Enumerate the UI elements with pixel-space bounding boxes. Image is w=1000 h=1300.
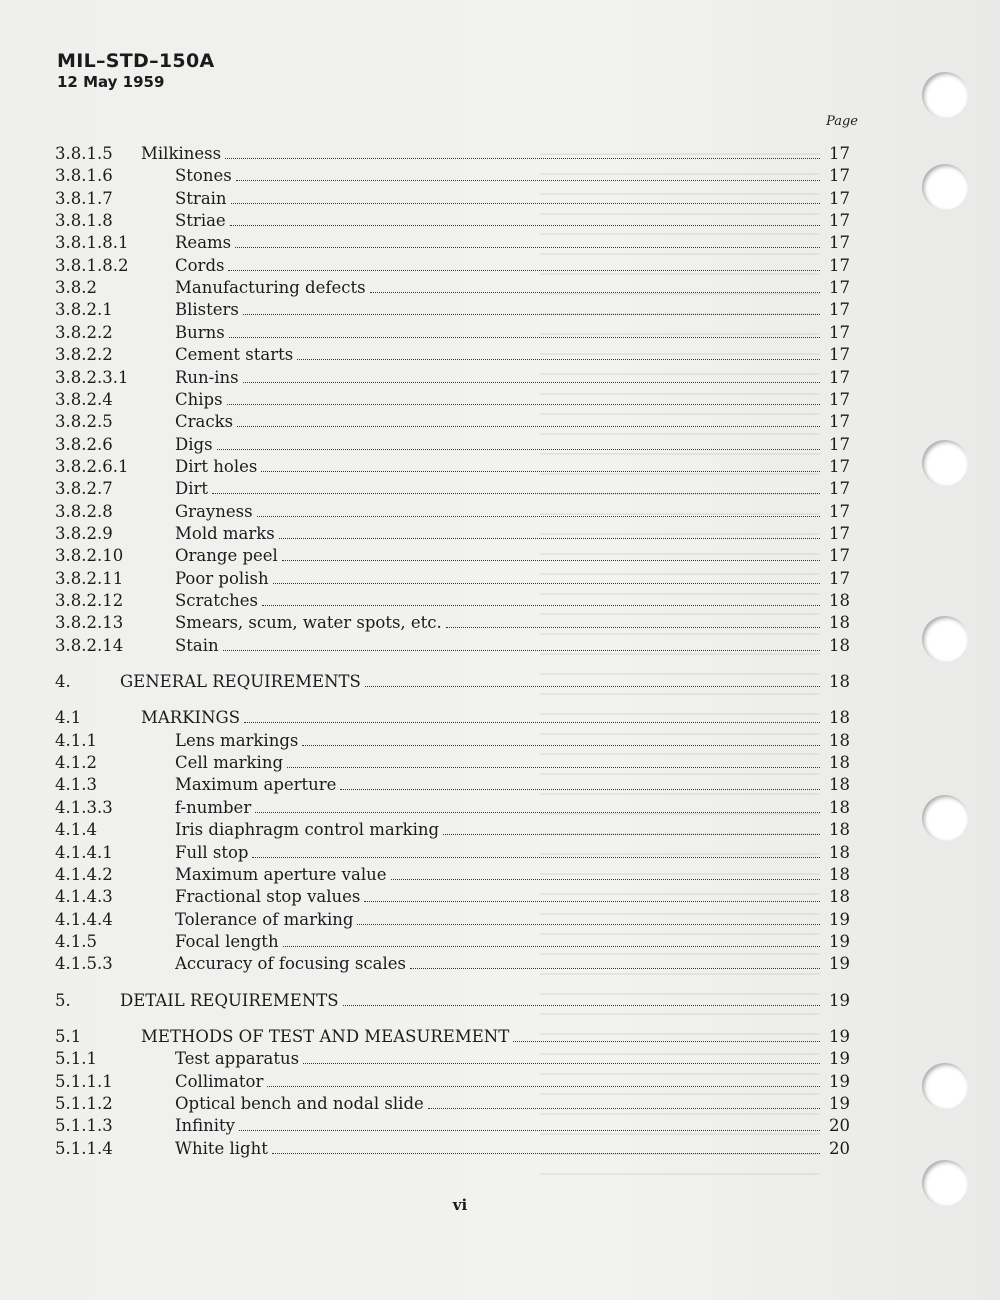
toc-entry [55, 256, 850, 278]
toc-entry-number: 4.1.4.2 [55, 864, 113, 884]
toc-entry-number: 3.8.2.10 [55, 546, 124, 566]
toc-entry [55, 368, 850, 390]
toc-entry-title: Manufacturing defects [175, 278, 366, 298]
toc-entry-number: 5.1.1.2 [55, 1094, 113, 1113]
toc-entry-title: White light [175, 1138, 268, 1158]
toc-entry [55, 1116, 850, 1138]
toc-entry [55, 954, 850, 976]
toc-entry-title: Stain [175, 635, 219, 655]
toc-entry-page: 18 [829, 797, 850, 817]
toc-entry-page: 17 [829, 568, 850, 588]
toc-entry [55, 991, 850, 1013]
dot-leader [279, 526, 820, 539]
toc-entry-number: 3.8.2.12 [55, 591, 124, 610]
toc-entry-number: 3.8.1.8.1 [55, 233, 129, 253]
toc-entry-title: METHODS OF TEST AND MEASUREMENT [141, 1026, 510, 1046]
toc-entry-number: 5.1.1 [55, 1049, 97, 1069]
dot-leader [229, 325, 820, 338]
dot-leader [255, 800, 820, 813]
toc-entry [55, 613, 850, 635]
toc-entry-number: 4.1.1 [55, 730, 97, 750]
toc-entry-number: 4.1.5 [55, 931, 97, 951]
toc-entry-page: 19 [829, 990, 850, 1010]
toc-entry-number: 3.8.2.11 [55, 568, 124, 588]
dot-leader [340, 777, 820, 790]
toc-entry-title: Collimator [175, 1071, 264, 1091]
toc-entry-title: MARKINGS [141, 708, 240, 728]
toc-entry-title: Grayness [175, 501, 253, 521]
toc-entry [55, 524, 850, 546]
toc-entry-title: Maximum aperture [175, 775, 337, 795]
toc-entry [55, 166, 850, 188]
toc-entry-page: 17 [829, 546, 850, 566]
toc-entry-page: 18 [829, 864, 850, 884]
toc-entry-number: 3.8.2.1 [55, 300, 113, 320]
toc-entry-title: Cement starts [175, 345, 294, 365]
toc-entry [55, 189, 850, 211]
toc-entry [55, 636, 850, 658]
toc-entry-title: f-number [175, 797, 252, 817]
dot-leader [370, 280, 820, 293]
toc-entry-title: Chips [175, 389, 223, 409]
toc-entry-number: 3.8.2 [55, 278, 97, 298]
toc-entry-number: 4.1.2 [55, 753, 97, 773]
toc-entry-number: 5.1.1.3 [55, 1116, 113, 1136]
toc-entry [55, 546, 850, 568]
toc-entry-number: 5.1.1.4 [55, 1138, 113, 1158]
toc-entry-title: Accuracy of focusing scales [175, 954, 406, 974]
toc-entry-page: 17 [829, 278, 850, 298]
toc-entry-number: 3.8.2.6 [55, 434, 113, 454]
toc-entry-title: DETAIL REQUIREMENTS [120, 990, 339, 1010]
toc-entry [55, 820, 850, 842]
toc-entry-number: 3.8.2.2 [55, 345, 113, 365]
dot-leader [343, 993, 820, 1006]
dot-leader [235, 235, 820, 248]
dot-leader [297, 347, 820, 360]
toc-entry-title: Optical bench and nodal slide [175, 1094, 424, 1113]
toc-entry [55, 233, 850, 255]
toc-entry-page: 18 [829, 708, 850, 728]
toc-entry-number: 3.8.1.7 [55, 188, 113, 208]
toc-entry-number: 4.1.4.3 [55, 887, 113, 907]
toc-entry-title: Cracks [175, 412, 234, 432]
toc-entry-page: 17 [829, 479, 850, 499]
toc-entry [55, 798, 850, 820]
toc-entry-page: 17 [829, 412, 850, 432]
toc-entry [55, 887, 850, 909]
dot-leader [428, 1096, 820, 1109]
toc-entry [55, 323, 850, 345]
dot-leader [228, 258, 820, 271]
toc-entry-page: 18 [829, 730, 850, 750]
toc-entry-page: 19 [829, 1026, 850, 1046]
toc-entry [55, 932, 850, 954]
toc-entry-page: 17 [829, 188, 850, 208]
toc-entry-number: 4.1 [55, 708, 82, 728]
toc-entry-page: 18 [829, 635, 850, 655]
toc-entry-number: 3.8.2.14 [55, 635, 124, 655]
dot-leader [391, 867, 820, 880]
toc-entry-title: Lens markings [175, 730, 299, 750]
toc-entry [55, 591, 850, 613]
toc-entry-page: 17 [829, 255, 850, 275]
toc-entry [55, 672, 850, 694]
toc-entry [55, 435, 850, 457]
toc-entry-title: Infinity [175, 1116, 236, 1136]
toc-entry-page: 17 [829, 456, 850, 476]
toc-entry-page: 18 [829, 591, 850, 610]
toc-entry-number: 3.8.2.3.1 [55, 367, 129, 387]
toc-entry-title: Mold marks [175, 523, 275, 543]
dot-leader [283, 934, 820, 947]
toc-entry [55, 412, 850, 434]
toc-entry-number: 4.1.3.3 [55, 797, 113, 817]
toc-entry-number: 3.8.2.13 [55, 613, 124, 633]
toc-entry-number: 3.8.1.5 [55, 144, 113, 163]
toc-entry [55, 479, 850, 501]
toc-entry-title: Focal length [175, 931, 279, 951]
toc-entry-title: Cell marking [175, 753, 284, 773]
toc-entry-page: 19 [829, 909, 850, 929]
dot-leader [273, 571, 820, 584]
toc-entry-number: 3.8.2.2 [55, 322, 113, 342]
toc-entry-page: 18 [829, 775, 850, 795]
toc-entry-title: Striae [175, 211, 226, 231]
dot-leader [239, 1118, 820, 1131]
toc-entry-page: 17 [829, 211, 850, 231]
page-folio: vi [452, 1196, 468, 1214]
toc-entry-number: 4.1.5.3 [55, 954, 113, 974]
toc-entry-page: 17 [829, 501, 850, 521]
toc-entry [55, 390, 850, 412]
toc-entry [55, 843, 850, 865]
toc-entry [55, 1027, 850, 1049]
dot-leader [303, 1051, 820, 1064]
dot-leader [287, 755, 820, 768]
toc-entry-number: 3.8.2.5 [55, 412, 113, 432]
dot-leader [223, 638, 820, 651]
toc-entry-page: 17 [829, 144, 850, 163]
toc-entry-page: 19 [829, 1094, 850, 1113]
toc-entry-title: Reams [175, 233, 232, 253]
toc-entry-title: Milkiness [141, 144, 222, 163]
toc-entry-page: 19 [829, 931, 850, 951]
toc-entry [55, 569, 850, 591]
toc-entry-page: 18 [829, 613, 850, 633]
dot-leader [231, 191, 820, 204]
toc-entry-title: Blisters [175, 300, 239, 320]
toc-entry-title: Strain [175, 188, 227, 208]
dot-leader [225, 146, 820, 159]
toc-entry-title: Orange peel [175, 546, 278, 566]
toc-entry-title: Test apparatus [175, 1049, 300, 1069]
toc-entry-title: Dirt holes [175, 456, 258, 476]
toc-entry [55, 1049, 850, 1071]
toc-entry [55, 865, 850, 887]
toc-entry-number: 3.8.2.8 [55, 501, 113, 521]
toc-entry [55, 910, 850, 932]
dot-leader [257, 504, 820, 517]
toc-entry-number: 3.8.2.4 [55, 389, 113, 409]
toc-entry-title: Stones [175, 166, 232, 186]
page-column-heading: Page [826, 114, 858, 129]
toc-entry-number: 5.1 [55, 1026, 82, 1046]
toc-entry-page: 17 [829, 345, 850, 365]
dot-leader [302, 733, 820, 746]
toc-entry-number: 4.1.4.4 [55, 909, 113, 929]
dot-leader [237, 414, 820, 427]
toc-entry-number: 4. [55, 672, 71, 692]
toc-entry-title: GENERAL REQUIREMENTS [120, 672, 361, 692]
toc-entry-page: 17 [829, 389, 850, 409]
toc-entry [55, 731, 850, 753]
toc-entry-title: Iris diaphragm control marking [175, 820, 440, 840]
dot-leader [252, 845, 820, 858]
toc-entry-number: 3.8.2.9 [55, 523, 113, 543]
document-id: MIL–STD–150A [57, 50, 215, 72]
dot-leader [230, 213, 820, 226]
dot-leader [243, 370, 820, 383]
dot-leader [446, 615, 820, 628]
toc-entry-page: 19 [829, 1049, 850, 1069]
toc-entry-page: 20 [829, 1116, 850, 1136]
toc-entry-number: 3.8.1.8.2 [55, 255, 129, 275]
toc-entry-title: Cords [175, 255, 225, 275]
toc-entry-number: 4.1.3 [55, 775, 97, 795]
toc-entry [55, 708, 850, 730]
dot-leader [227, 392, 820, 405]
toc-entry-number: 4.1.4.1 [55, 842, 113, 862]
toc-entry-number: 3.8.1.8 [55, 211, 113, 231]
toc-entry-title: Run-ins [175, 367, 239, 387]
dot-leader [364, 889, 820, 902]
toc-entry-page: 19 [829, 1071, 850, 1091]
toc-entry-page: 17 [829, 166, 850, 186]
toc-entry [55, 1094, 850, 1116]
toc-entry-page: 17 [829, 300, 850, 320]
dot-leader [513, 1029, 820, 1042]
toc-entry-number: 5.1.1.1 [55, 1071, 113, 1091]
dot-leader [244, 710, 820, 723]
toc-entry-title: Dirt [175, 479, 209, 499]
toc-entry-page: 18 [829, 820, 850, 840]
dot-leader [272, 1141, 820, 1154]
toc-entry-title: Maximum aperture value [175, 864, 387, 884]
toc-entry-page: 17 [829, 322, 850, 342]
dot-leader [236, 168, 820, 181]
toc-entry [55, 278, 850, 300]
dot-leader [212, 481, 820, 494]
toc-entry [55, 1072, 850, 1094]
toc-entry-number: 5. [55, 990, 71, 1010]
dot-leader [267, 1074, 820, 1087]
dot-leader [443, 822, 820, 835]
toc-entry-page: 18 [829, 672, 850, 692]
toc-entry-title: Tolerance of marking [175, 909, 354, 929]
toc-entry-page: 17 [829, 523, 850, 543]
toc-entry-title: Scratches [175, 591, 258, 610]
toc-entry-title: Fractional stop values [175, 887, 361, 907]
toc-entry-page: 17 [829, 367, 850, 387]
toc-entry-title: Smears, scum, water spots, etc. [175, 613, 442, 633]
toc-entry [55, 502, 850, 524]
toc-entry-page: 17 [829, 233, 850, 253]
toc-entry-number: 3.8.2.6.1 [55, 456, 129, 476]
dot-leader [282, 548, 820, 561]
toc-entry-page: 18 [829, 887, 850, 907]
dot-leader [261, 459, 820, 472]
toc-entry-page: 18 [829, 842, 850, 862]
toc-entry-number: 3.8.1.6 [55, 166, 113, 186]
toc-entry-title: Digs [175, 434, 213, 454]
dot-leader [357, 912, 820, 925]
document-date: 12 May 1959 [57, 73, 165, 91]
toc-entry [55, 775, 850, 797]
toc-entry-page: 18 [829, 753, 850, 773]
toc-entry [55, 144, 850, 166]
toc-entry-number: 3.8.2.7 [55, 479, 113, 499]
dot-leader [365, 674, 820, 687]
dot-leader [217, 437, 820, 450]
toc-entry [55, 753, 850, 775]
toc-entry [55, 345, 850, 367]
dot-leader [410, 956, 820, 969]
toc-entry [55, 300, 850, 322]
toc-entry-page: 17 [829, 434, 850, 454]
toc-entry-title: Full stop [175, 842, 249, 862]
toc-entry-title: Burns [175, 322, 225, 342]
toc-entry [55, 1139, 850, 1161]
toc-entry-title: Poor polish [175, 568, 269, 588]
dot-leader [243, 302, 820, 315]
toc-entry-page: 19 [829, 954, 850, 974]
dot-leader [262, 593, 820, 606]
toc-entry [55, 457, 850, 479]
toc-entry-number: 4.1.4 [55, 820, 97, 840]
toc-entry-page: 20 [829, 1138, 850, 1158]
toc-entry [55, 211, 850, 233]
